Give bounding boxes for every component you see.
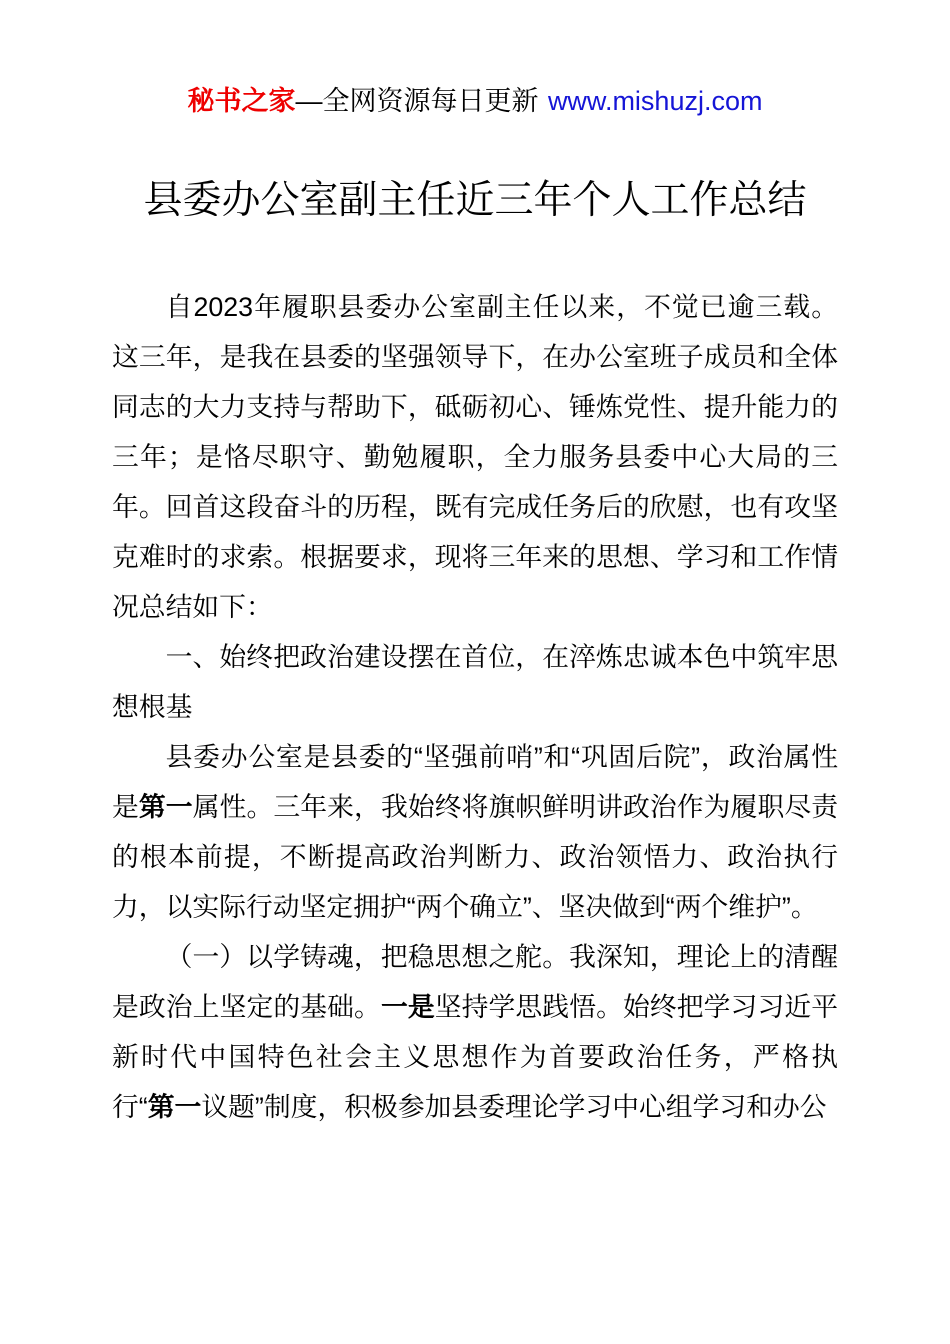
document-body xyxy=(112,282,838,1132)
paragraph xyxy=(112,282,838,632)
site-url-link[interactable]: www.mishuzj.com xyxy=(547,86,763,116)
section-heading xyxy=(112,632,838,732)
text-run: 属性。三年来，我始终将旗帜鲜明讲政治作为履职尽责的根本前提，不断提高政治判断力、政治领悟力、政治执行力，以实际行动坚定拥护“两个确立”、坚决做到“两个维护”。 xyxy=(112,792,839,922)
text-run-bold: 第一 xyxy=(147,1092,202,1122)
text-run-bold: 第一 xyxy=(138,792,193,822)
text-run: 自2023年履职县委办公室副主任以来，不觉已逾三载。这三年，是我在县委的坚强领导下，在办公室班子成员和全体同志的大力支持与帮助下，砥砺初心、锤炼党性、提升能力的三年；是恪尽职守、勤勉履职，全力服务县委中心大局的三年。回首这段奋斗的历程，既有完成任务后的欣慰，也有攻坚克难时的求索。根据要求，现将三年来的思想、学习和工作情况总结如下： xyxy=(112,292,838,622)
paragraph xyxy=(112,932,838,1132)
text-run: 县委办公室是县委的“坚强前哨”和“巩固后院”，政治属性是 xyxy=(112,742,838,822)
text-run: 议题”制度，积极参加县委理论学习中心组学习和办公 xyxy=(201,1092,827,1122)
header-dash: — xyxy=(295,86,323,116)
site-tagline: 全网资源每日更新 xyxy=(322,86,539,116)
document-title: 县委办公室副主任近三年个人工作总结 xyxy=(143,179,807,222)
paragraph xyxy=(112,732,838,932)
site-header xyxy=(0,0,950,118)
text-run: （一）以学铸魂，把稳思想之舵。我深知，理论上的清醒是政治上坚定的基础。 xyxy=(112,942,838,1022)
text-run: 坚持学思践悟。始终把学习习近平新时代中国特色社会主义思想作为首要政治任务，严格执行“ xyxy=(112,992,839,1122)
text-run: 一、始终把政治建设摆在首位，在淬炼忠诚本色中筑牢思想根基 xyxy=(112,642,838,722)
text-run-bold: 一是 xyxy=(380,992,435,1022)
site-brand: 秘书之家 xyxy=(187,86,296,116)
